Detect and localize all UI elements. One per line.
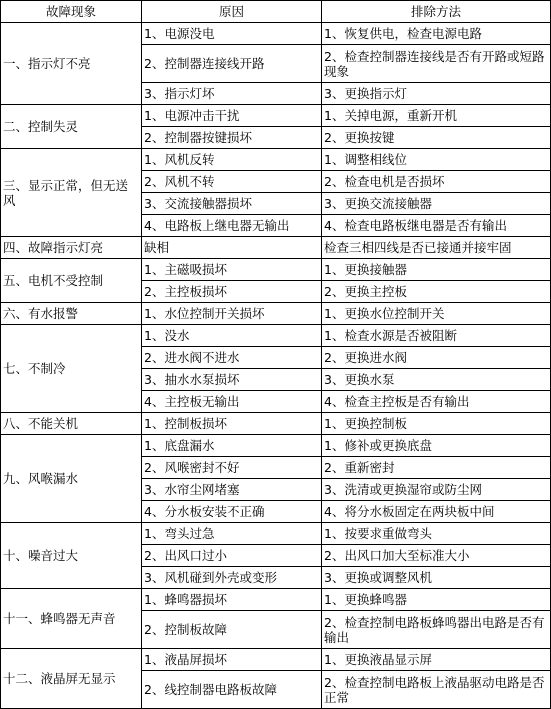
cause-cell: 3、交流接触器损坏 — [142, 193, 322, 215]
fault-symptom-cell: 四、故障指示灯亮 — [1, 237, 142, 259]
table-row — [1, 589, 551, 611]
fix-cell: 1、修补或更换底盘 — [322, 435, 551, 457]
table-row — [1, 259, 551, 281]
cause-cell: 4、主控板无输出 — [142, 391, 322, 413]
cause-cell: 1、电源冲击干扰 — [142, 105, 322, 127]
cause-cell: 3、抽水水泵损坏 — [142, 369, 322, 391]
fix-cell: 2、出风口加大至标准大小 — [322, 545, 551, 567]
cause-cell: 1、水位控制开关损坏 — [142, 303, 322, 325]
fix-cell: 4、检查电路板继电器是否有输出 — [322, 215, 551, 237]
cause-cell: 3、指示灯坏 — [142, 83, 322, 105]
fix-cell: 1、更换蜂鸣器 — [322, 589, 551, 611]
fix-cell: 2、更换进水阀 — [322, 347, 551, 369]
cause-cell: 2、主控板损坏 — [142, 281, 322, 303]
fix-cell: 2、检查控制电路板上液晶驱动电路是否正常 — [322, 671, 551, 709]
fix-cell: 4、将分水板固定在两块板中间 — [322, 501, 551, 523]
cause-cell: 3、风机碰到外壳或变形 — [142, 567, 322, 589]
cause-cell: 1、电源没电 — [142, 23, 322, 45]
cause-cell: 2、控制器连接线开路 — [142, 45, 322, 83]
table-row — [1, 435, 551, 457]
table-row — [1, 649, 551, 671]
table-row — [1, 523, 551, 545]
cause-cell: 1、主磁吸损坏 — [142, 259, 322, 281]
fix-cell: 1、关掉电源，重新开机 — [322, 105, 551, 127]
table-body — [1, 23, 551, 709]
cause-cell: 2、控制板故障 — [142, 611, 322, 649]
table-row — [1, 303, 551, 325]
fault-symptom-cell: 十二、液晶屏无显示 — [1, 649, 142, 709]
cause-cell: 2、进水阀不进水 — [142, 347, 322, 369]
fix-cell: 1、恢复供电，检查电源电路 — [322, 23, 551, 45]
fix-cell: 2、重新密封 — [322, 457, 551, 479]
fix-cell: 1、更换液晶显示屏 — [322, 649, 551, 671]
header-cause: 原因 — [142, 1, 322, 23]
fix-cell: 4、检查主控板是否有输出 — [322, 391, 551, 413]
fix-cell: 3、洗清或更换湿帘或防尘网 — [322, 479, 551, 501]
fix-cell: 1、按要求重做弯头 — [322, 523, 551, 545]
fix-cell: 1、更换水位控制开关 — [322, 303, 551, 325]
cause-cell: 4、电路板上继电器无输出 — [142, 215, 322, 237]
cause-cell: 1、控制板损坏 — [142, 413, 322, 435]
fix-cell: 2、检查电机是否损坏 — [322, 171, 551, 193]
fault-symptom-cell: 十一、蜂鸣器无声音 — [1, 589, 142, 649]
fault-symptom-cell: 五、电机不受控制 — [1, 259, 142, 303]
cause-cell: 3、水帘尘网堵塞 — [142, 479, 322, 501]
fault-symptom-cell: 九、风喉漏水 — [1, 435, 142, 523]
fault-symptom-cell: 二、控制失灵 — [1, 105, 142, 149]
table-row — [1, 105, 551, 127]
cause-cell: 2、风机不转 — [142, 171, 322, 193]
fix-cell: 3、更换交流接触器 — [322, 193, 551, 215]
fix-cell: 2、检查控制器连接线是否有开路或短路现象 — [322, 45, 551, 83]
table-row — [1, 149, 551, 171]
fix-cell: 1、更换控制板 — [322, 413, 551, 435]
cause-cell: 2、线控制器电路板故障 — [142, 671, 322, 709]
header-row — [1, 1, 551, 23]
cause-cell: 1、液晶屏损坏 — [142, 649, 322, 671]
fault-symptom-cell: 八、不能关机 — [1, 413, 142, 435]
fault-symptom-cell: 七、不制冷 — [1, 325, 142, 413]
fix-cell: 1、更换接触器 — [322, 259, 551, 281]
header-fix: 排除方法 — [322, 1, 551, 23]
cause-cell: 2、出风口过小 — [142, 545, 322, 567]
table-row — [1, 413, 551, 435]
table-row — [1, 237, 551, 259]
cause-cell: 2、风喉密封不好 — [142, 457, 322, 479]
cause-cell: 1、底盘漏水 — [142, 435, 322, 457]
fault-symptom-cell: 六、有水报警 — [1, 303, 142, 325]
fix-cell: 3、更换指示灯 — [322, 83, 551, 105]
cause-cell: 缺相 — [142, 237, 322, 259]
cause-cell: 4、分水板安装不正确 — [142, 501, 322, 523]
fix-cell: 2、更换主控板 — [322, 281, 551, 303]
fix-cell: 3、更换或调整风机 — [322, 567, 551, 589]
table-row — [1, 325, 551, 347]
cause-cell: 2、控制器按键损坏 — [142, 127, 322, 149]
cause-cell: 1、蜂鸣器损坏 — [142, 589, 322, 611]
cause-cell: 1、风机反转 — [142, 149, 322, 171]
header-symptom: 故障现象 — [1, 1, 142, 23]
fault-symptom-cell: 三、显示正常，但无送风 — [1, 149, 142, 237]
fix-cell: 1、调整相线位 — [322, 149, 551, 171]
fix-cell: 2、检查控制电路板蜂鸣器出电路是否有输出 — [322, 611, 551, 649]
fix-cell: 3、更换水泵 — [322, 369, 551, 391]
fault-symptom-cell: 十、噪音过大 — [1, 523, 142, 589]
fix-cell: 1、检查水源是否被阻断 — [322, 325, 551, 347]
fix-cell: 检查三相四线是否已接通并接牢固 — [322, 237, 551, 259]
cause-cell: 1、弯头过急 — [142, 523, 322, 545]
fix-cell: 2、更换按键 — [322, 127, 551, 149]
fault-symptom-cell: 一、指示灯不亮 — [1, 23, 142, 105]
table-row — [1, 23, 551, 45]
cause-cell: 1、没水 — [142, 325, 322, 347]
